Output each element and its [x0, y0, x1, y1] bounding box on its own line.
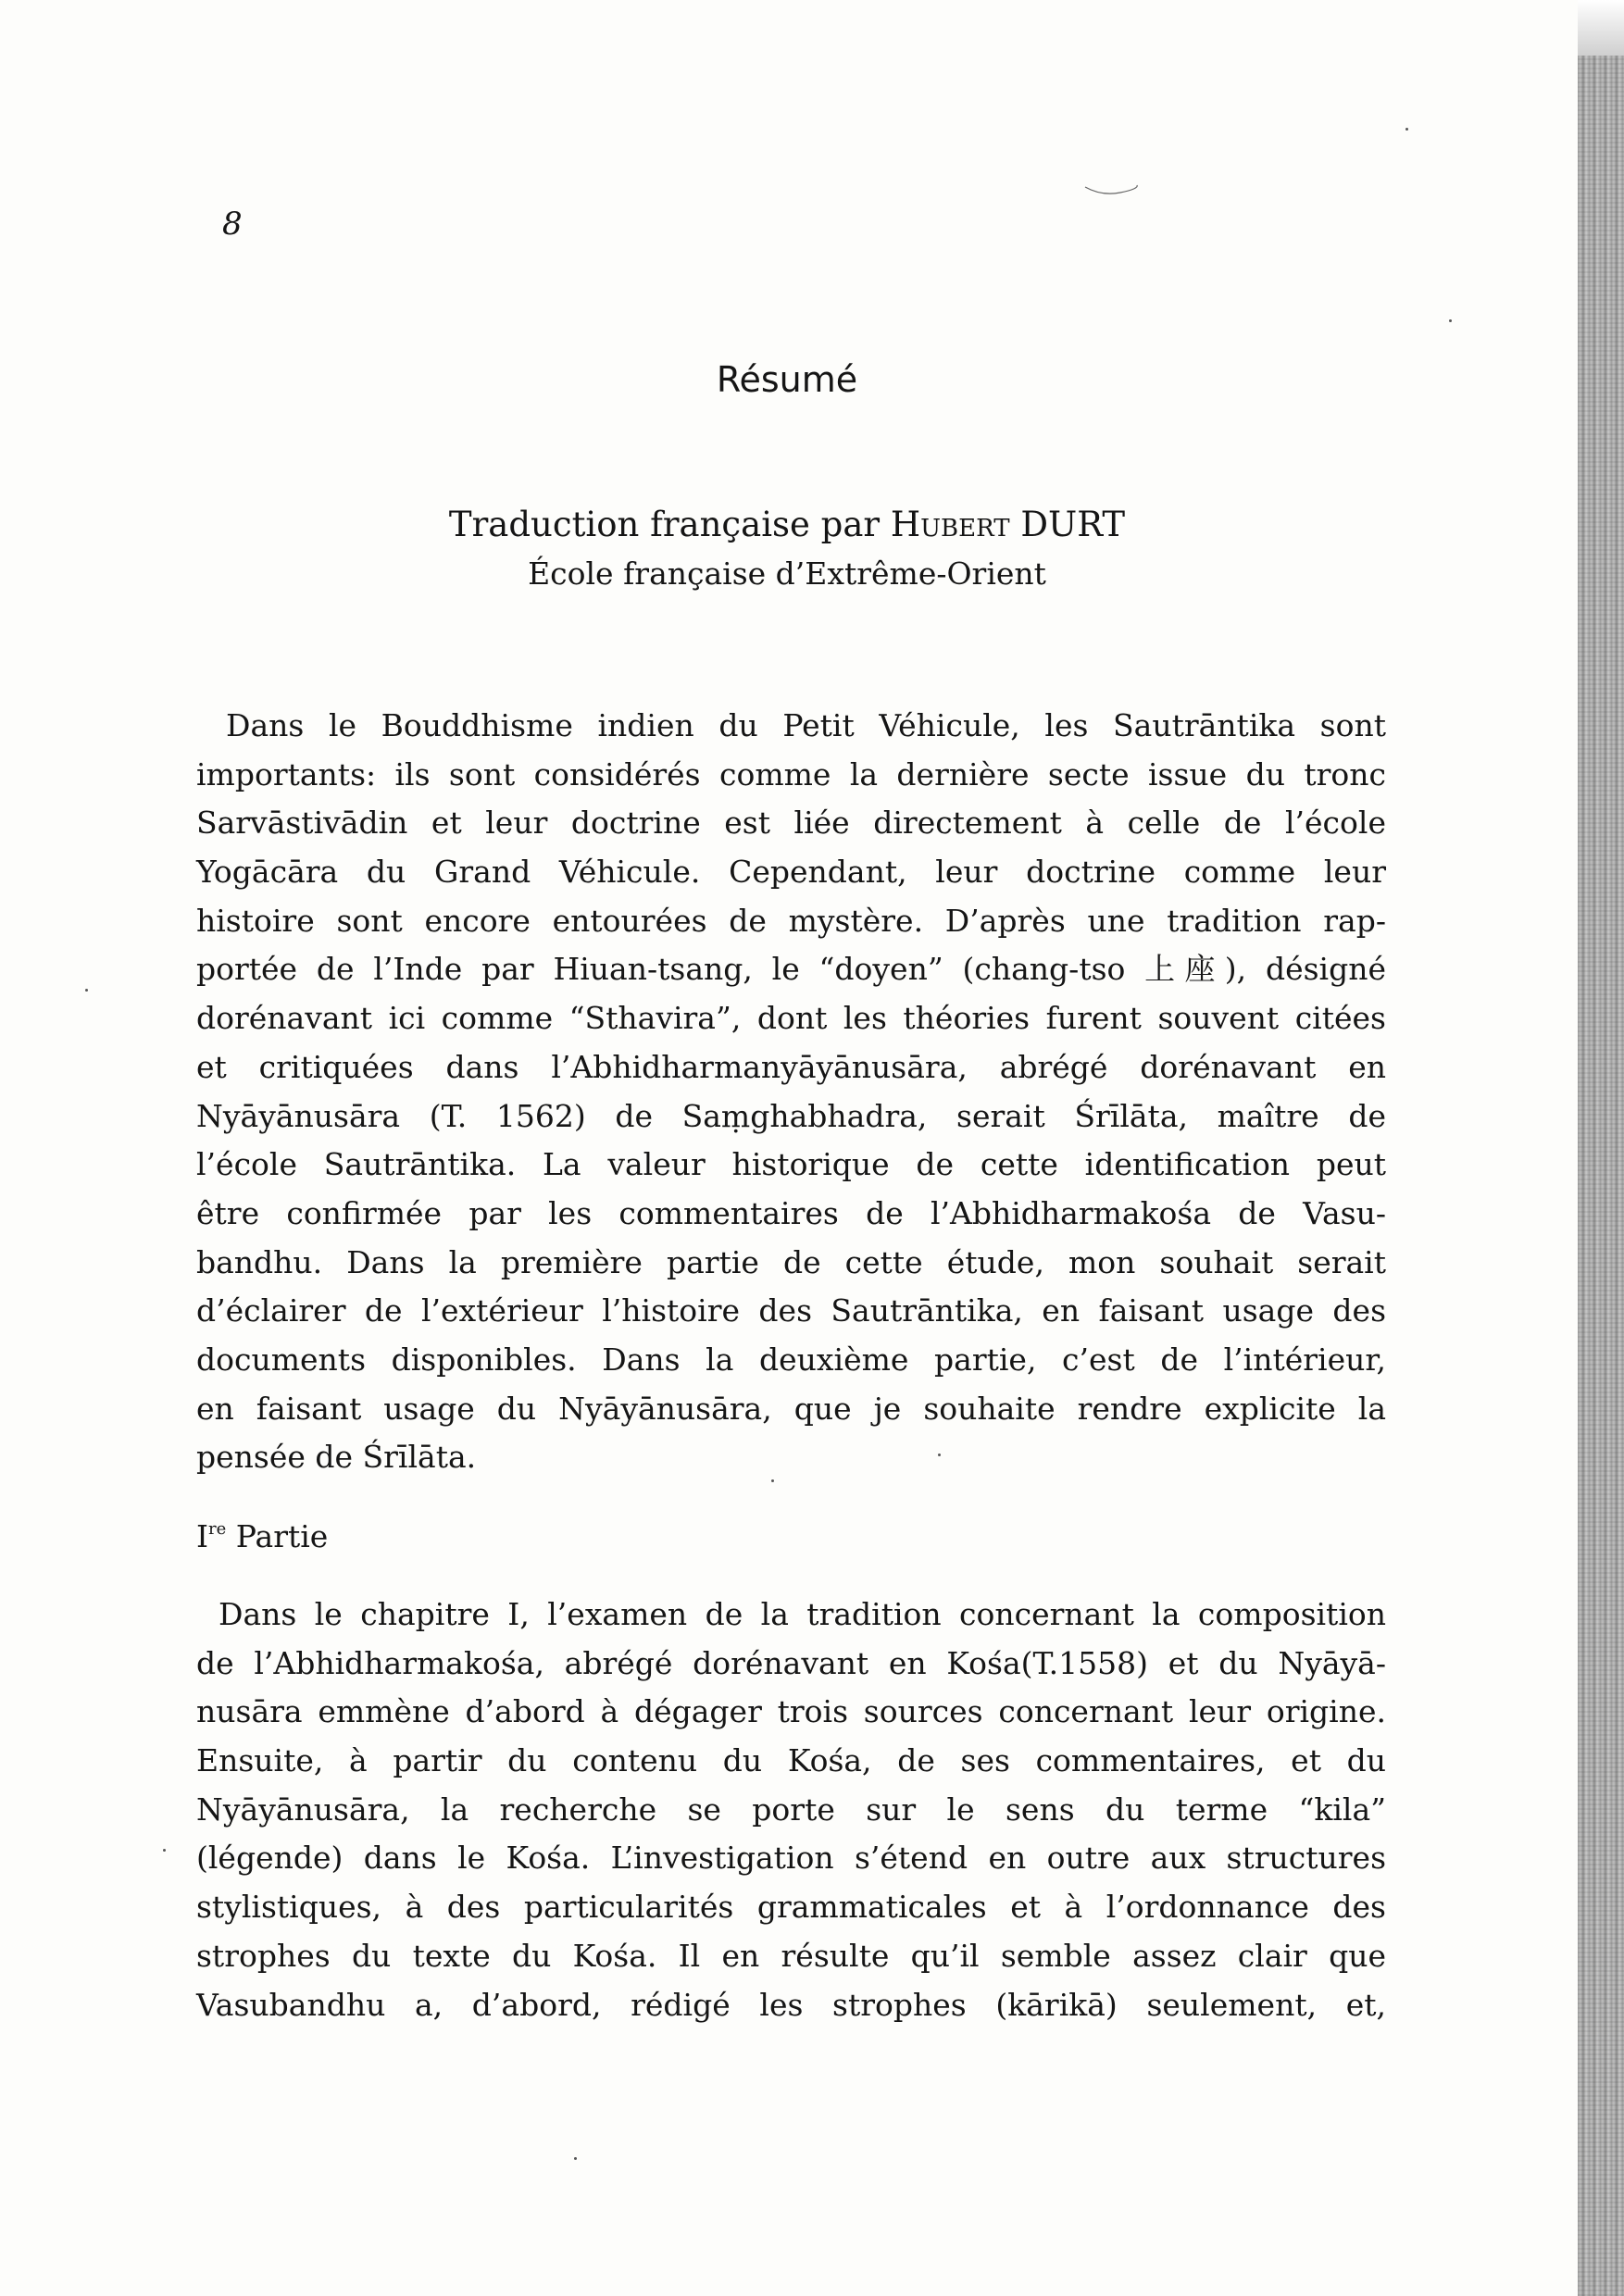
- text-line: Sarvāstivādin et leur doctrine est liée directement à celle de l’école: [196, 805, 1386, 842]
- text-line: strophes du texte du Kośa. Il en résulte qu’il semble assez clair que: [196, 1937, 1386, 1974]
- text-line: Dans le Bouddhisme indien du Petit Véhicule, les Sautrāntika sont: [226, 707, 1386, 743]
- scan-speck: [574, 2157, 577, 2160]
- text-line: importants: ils sont considérés comme la dernière secte issue du tronc: [196, 755, 1386, 792]
- institution-name: École française d’Extrême-Orient: [528, 555, 1046, 592]
- text-line: l’école Sautrāntika. La valeur historique de cette identification peut: [196, 1146, 1386, 1183]
- text-line: Nyāyānusāra, la recherche se porte sur le sens du terme “kila”: [196, 1791, 1386, 1828]
- text-line: (légende) dans le Kośa. L’investigation s’étend en outre aux structures: [196, 1840, 1386, 1877]
- text-line: bandhu. Dans la première partie de cette étude, mon souhait serait: [196, 1243, 1386, 1280]
- text-line: Vasubandhu a, d’abord, rédigé les strophes (kārikā) seulement, et,: [196, 1986, 1386, 2023]
- text-line: être confirmée par les commentaires de l’Abhidharmakośa de Vasu-: [196, 1194, 1386, 1231]
- page-title: Résumé: [716, 359, 858, 400]
- text-line: Yogācāra du Grand Véhicule. Cependant, leur doctrine comme leur: [196, 854, 1386, 891]
- translator-credit: [0, 505, 1574, 544]
- text-line: portée de l’Inde par Hiuan-tsang, le “doyen” (chang-tso 上座), désigné: [196, 951, 1386, 988]
- translator-first-name: Hubert: [890, 505, 1010, 544]
- text-line: Nyāyānusāra (T. 1562) de Saṃghabhadra, serait Śrīlāta, maître de: [196, 1097, 1386, 1134]
- text-line: stylistiques, à des particularités grammaticales et à l’ordonnance des: [196, 1889, 1386, 1926]
- scan-speck: [85, 989, 88, 992]
- text-line: et critiquées dans l’Abhidharmanyāyānusāra, abrégé dorénavant en: [196, 1048, 1386, 1085]
- text-line: histoire sont encore entourées de mystère. D’après une tradition rap-: [196, 902, 1386, 939]
- text-line: d’éclairer de l’extérieur l’histoire des Sautrāntika, en faisant usage des: [196, 1292, 1386, 1329]
- section-label: Partie: [226, 1518, 329, 1554]
- text-line: documents disponibles. Dans la deuxième partie, c’est de l’intérieur,: [196, 1341, 1386, 1378]
- text-line: pensée de Śrīlāta.: [196, 1439, 477, 1476]
- scan-edge-top: [1578, 0, 1624, 56]
- text-line: de l’Abhidharmakośa, abrégé dorénavant en Kośa(T.1558) et du Nyāyā-: [196, 1644, 1386, 1681]
- scan-speck: [163, 1849, 166, 1852]
- section-superscript: re: [208, 1519, 227, 1539]
- scan-speck: [1449, 319, 1452, 322]
- scan-speck: [1405, 128, 1408, 131]
- translator-prefix: Traduction française par: [448, 505, 891, 544]
- scan-smudge: [1083, 183, 1139, 196]
- text-line: dorénavant ici comme “Sthavira”, dont les théories furent souvent citées: [196, 1000, 1386, 1037]
- text-line: Dans le chapitre I, l’examen de la tradition concernant la composition: [219, 1596, 1386, 1632]
- paragraph-introduction: [196, 702, 1386, 1482]
- text-line: nusāra emmène d’abord à dégager trois sources concernant leur origine.: [196, 1693, 1386, 1730]
- translator-last-name: DURT: [1020, 505, 1126, 544]
- section-heading-part-one: [196, 1518, 328, 1554]
- section-numeral: I: [196, 1518, 209, 1554]
- text-line: en faisant usage du Nyāyānusāra, que je souhaite rendre explicite la: [196, 1390, 1386, 1427]
- paragraph-chapter-one: [196, 1591, 1386, 2029]
- page-number: 8: [222, 206, 243, 243]
- text-line: Ensuite, à partir du contenu du Kośa, de ses commentaires, et du: [196, 1742, 1386, 1779]
- scan-edge-strip: [1578, 56, 1624, 2296]
